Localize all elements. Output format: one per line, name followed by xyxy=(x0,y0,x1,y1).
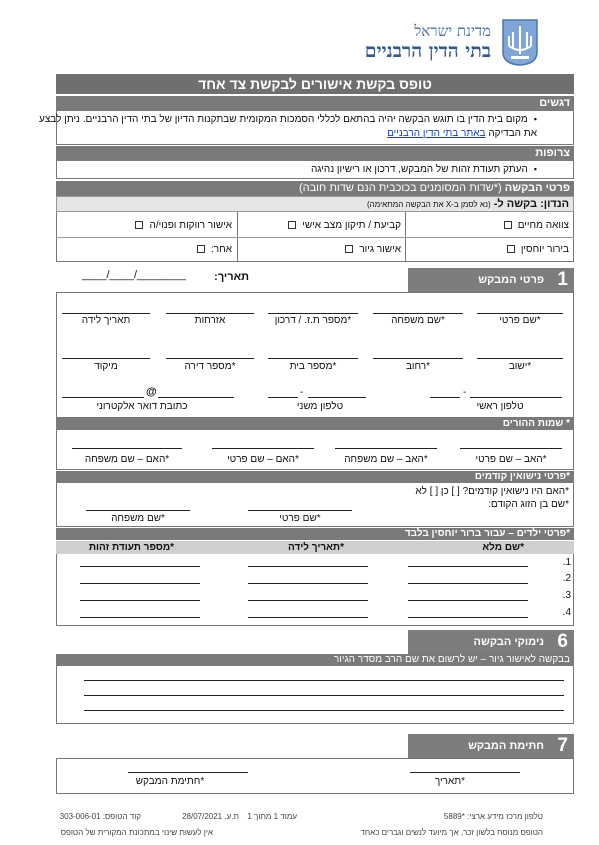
col-full-name: *שם מלא xyxy=(482,542,524,553)
footer-page: עמוד 1 מתוך 1 xyxy=(247,812,297,821)
date-label: תאריך: xyxy=(214,271,249,283)
option-single-status[interactable]: אישור רווקות ופנוי/ה xyxy=(131,220,232,231)
reasons-line-3[interactable] xyxy=(84,710,564,711)
checkbox[interactable] xyxy=(288,221,296,229)
reasons-line-2[interactable] xyxy=(84,695,564,696)
first-name-line[interactable] xyxy=(477,313,563,314)
child-name-line[interactable] xyxy=(408,566,528,567)
child-row-2: 2. xyxy=(562,573,571,584)
email-label: כתובת דואר אלקטרוני xyxy=(96,401,188,412)
phone-main-prefix[interactable] xyxy=(430,397,460,398)
attachments-heading: צרופות xyxy=(56,146,574,161)
email-domain-line[interactable] xyxy=(158,397,234,398)
child-id-line[interactable] xyxy=(80,583,200,584)
apt-num-line[interactable] xyxy=(166,358,254,359)
rabbinical-courts-link[interactable]: באתר בתי הדין הרבניים xyxy=(387,128,486,139)
col-birthdate: *תאריך לידה xyxy=(287,542,344,553)
reasons-section-header: 6 נימוקי הבקשה xyxy=(408,630,574,654)
phone-secondary-line[interactable] xyxy=(308,397,366,398)
attachments-item: ▪ העתק תעודת זהות של המבקש, דרכון או רישיון נהיגה xyxy=(311,162,537,177)
citizenship-label: אזרחות xyxy=(194,315,226,326)
house-num-label: *מספר בית xyxy=(289,361,337,372)
applicant-section-header: 1 פרטי המבקש xyxy=(408,268,574,292)
checkbox[interactable] xyxy=(345,245,353,253)
father-first-label: *האב – שם פרטי xyxy=(475,454,547,465)
phone-secondary-label: טלפון משני xyxy=(296,401,344,412)
father-first-line[interactable] xyxy=(460,448,562,449)
children-box xyxy=(56,554,574,626)
reasons-line-1[interactable] xyxy=(84,680,564,681)
email-user-line[interactable] xyxy=(62,397,144,398)
child-name-line[interactable] xyxy=(408,600,528,601)
signature-line[interactable] xyxy=(128,772,248,773)
signature-section-header: 7 חתימת המבקש xyxy=(408,734,574,758)
last-name-line[interactable] xyxy=(373,313,463,314)
prev-spouse-last-line[interactable] xyxy=(86,510,190,511)
footer-change-note: אין לעשות שינוי במתכונת המקורית של הטופס xyxy=(60,828,213,837)
emphases-heading: דגשים xyxy=(56,96,574,111)
street-label: *רחוב xyxy=(405,361,431,372)
option-other[interactable]: אחר: xyxy=(193,244,232,255)
option-personal-status[interactable]: קביעת / תיקון מצב אישי xyxy=(284,220,401,231)
signature-date-label: *תאריך xyxy=(434,776,466,787)
org-name: בתי הדין הרבניים xyxy=(364,40,491,62)
first-name-label: *שם פרטי xyxy=(499,315,541,326)
checkbox[interactable] xyxy=(135,221,143,229)
footer-phone: טלפון מרכז מידע ארצי: *5889 xyxy=(443,812,543,821)
mother-first-label: *האם – שם פרטי xyxy=(227,454,299,465)
prev-spouse-first-label: *שם פרטי xyxy=(279,513,321,524)
child-birth-line[interactable] xyxy=(248,566,368,567)
signature-date-line[interactable] xyxy=(410,772,520,773)
child-row-4: 4. xyxy=(562,607,571,618)
checkbox[interactable] xyxy=(507,245,515,253)
child-birth-line[interactable] xyxy=(248,583,368,584)
id-label: *מספר ת.ז. / דרכון xyxy=(274,315,352,326)
footer-code: קוד הטופס: 303-006-01 xyxy=(59,812,141,821)
phone-secondary-prefix[interactable] xyxy=(268,397,298,398)
checkbox[interactable] xyxy=(197,245,205,253)
apt-num-label: *מספר דירה xyxy=(184,361,236,372)
last-name-label: *שם משפחה xyxy=(391,315,445,326)
prev-spouse-first-line[interactable] xyxy=(248,510,352,511)
phone-main-label: טלפון ראשי xyxy=(476,401,524,412)
child-id-line[interactable] xyxy=(80,566,200,567)
child-name-line[interactable] xyxy=(408,583,528,584)
request-details-heading: פרטי הבקשה (*שדות המסומנים בכוכבית הנם שדות חובה) xyxy=(56,181,574,196)
prev-spouse-label: *שם בן הזוג הקודם: xyxy=(488,499,569,510)
child-id-line[interactable] xyxy=(80,600,200,601)
city-line[interactable] xyxy=(477,358,563,359)
zip-line[interactable] xyxy=(62,358,150,359)
birthdate-label: תאריך לידה xyxy=(81,315,131,326)
child-id-line[interactable] xyxy=(80,617,200,618)
citizenship-line[interactable] xyxy=(166,313,254,314)
child-birth-line[interactable] xyxy=(248,600,368,601)
checkbox[interactable] xyxy=(504,221,512,229)
street-line[interactable] xyxy=(373,358,463,359)
father-last-line[interactable] xyxy=(335,448,437,449)
option-conversion[interactable]: אישור גיור xyxy=(341,244,401,255)
house-num-line[interactable] xyxy=(268,358,358,359)
signature-label: *חתימת המבקש xyxy=(135,776,205,787)
emphases-text: ▪ מקום בית הדין בו תוגש הבקשה יהיה בהתאם לכללי הסמכות המקומית שבתקנות הדיון של בתי הדין הרבניים. ניתן לבצע את הבדיקה באתר בתי הדין הרבניים xyxy=(29,112,537,141)
children-heading: *פרטי ילדים – עבור ברור יוחסין בלבד xyxy=(56,528,574,540)
child-row-1: 1. xyxy=(562,557,571,568)
child-name-line[interactable] xyxy=(408,617,528,618)
emblem-icon xyxy=(501,18,539,66)
prev-marriage-heading: *פרטי נישואין קודמים xyxy=(56,471,574,483)
phone-main-line[interactable] xyxy=(470,397,562,398)
id-line[interactable] xyxy=(268,313,358,314)
footer-tu: ת.ע. 28/07/2021 xyxy=(182,812,239,821)
mother-last-label: *האם – שם משפחה xyxy=(84,454,170,465)
col-id: *מספר תעודת זהות xyxy=(88,542,174,553)
mother-last-line[interactable] xyxy=(72,448,182,449)
request-subject: הנדון: בקשה ל- (נא לסמן ב-X את הבקשה המתאימה) xyxy=(56,196,574,212)
child-birth-line[interactable] xyxy=(248,617,368,618)
country-name: מדינת ישראל xyxy=(414,22,491,40)
prev-marriage-question[interactable]: *האם היו נישואין קודמים? [ ] כן [ ] לא xyxy=(415,486,569,497)
city-label: *ישוב xyxy=(508,361,532,372)
reasons-note: בבקשה לאישור גיור – יש לרשום את שם הרב מסדר הגיור xyxy=(56,654,574,666)
option-living-will[interactable]: צוואה מחיים xyxy=(504,220,569,231)
parents-heading: * שמות ההורים xyxy=(56,418,574,430)
applicant-box xyxy=(56,292,574,418)
birthdate-line[interactable] xyxy=(62,313,150,314)
children-columns xyxy=(56,541,574,554)
mother-first-line[interactable] xyxy=(212,448,314,449)
footer-gender-note: הטופס מנוסח בלשון זכר, אך מיועד לנשים וגברים כאחד xyxy=(360,828,543,837)
form-title: טופס בקשת אישורים לבקשת צד אחד xyxy=(56,74,574,94)
zip-label: מיקוד xyxy=(94,361,118,372)
date-field[interactable]: ____/____/________ xyxy=(82,269,186,281)
father-last-label: *האב – שם משפחה xyxy=(344,454,428,465)
option-lineage[interactable]: בירור יוחסין xyxy=(503,244,569,255)
prev-spouse-last-label: *שם משפחה xyxy=(111,513,165,524)
child-row-3: 3. xyxy=(562,590,571,601)
